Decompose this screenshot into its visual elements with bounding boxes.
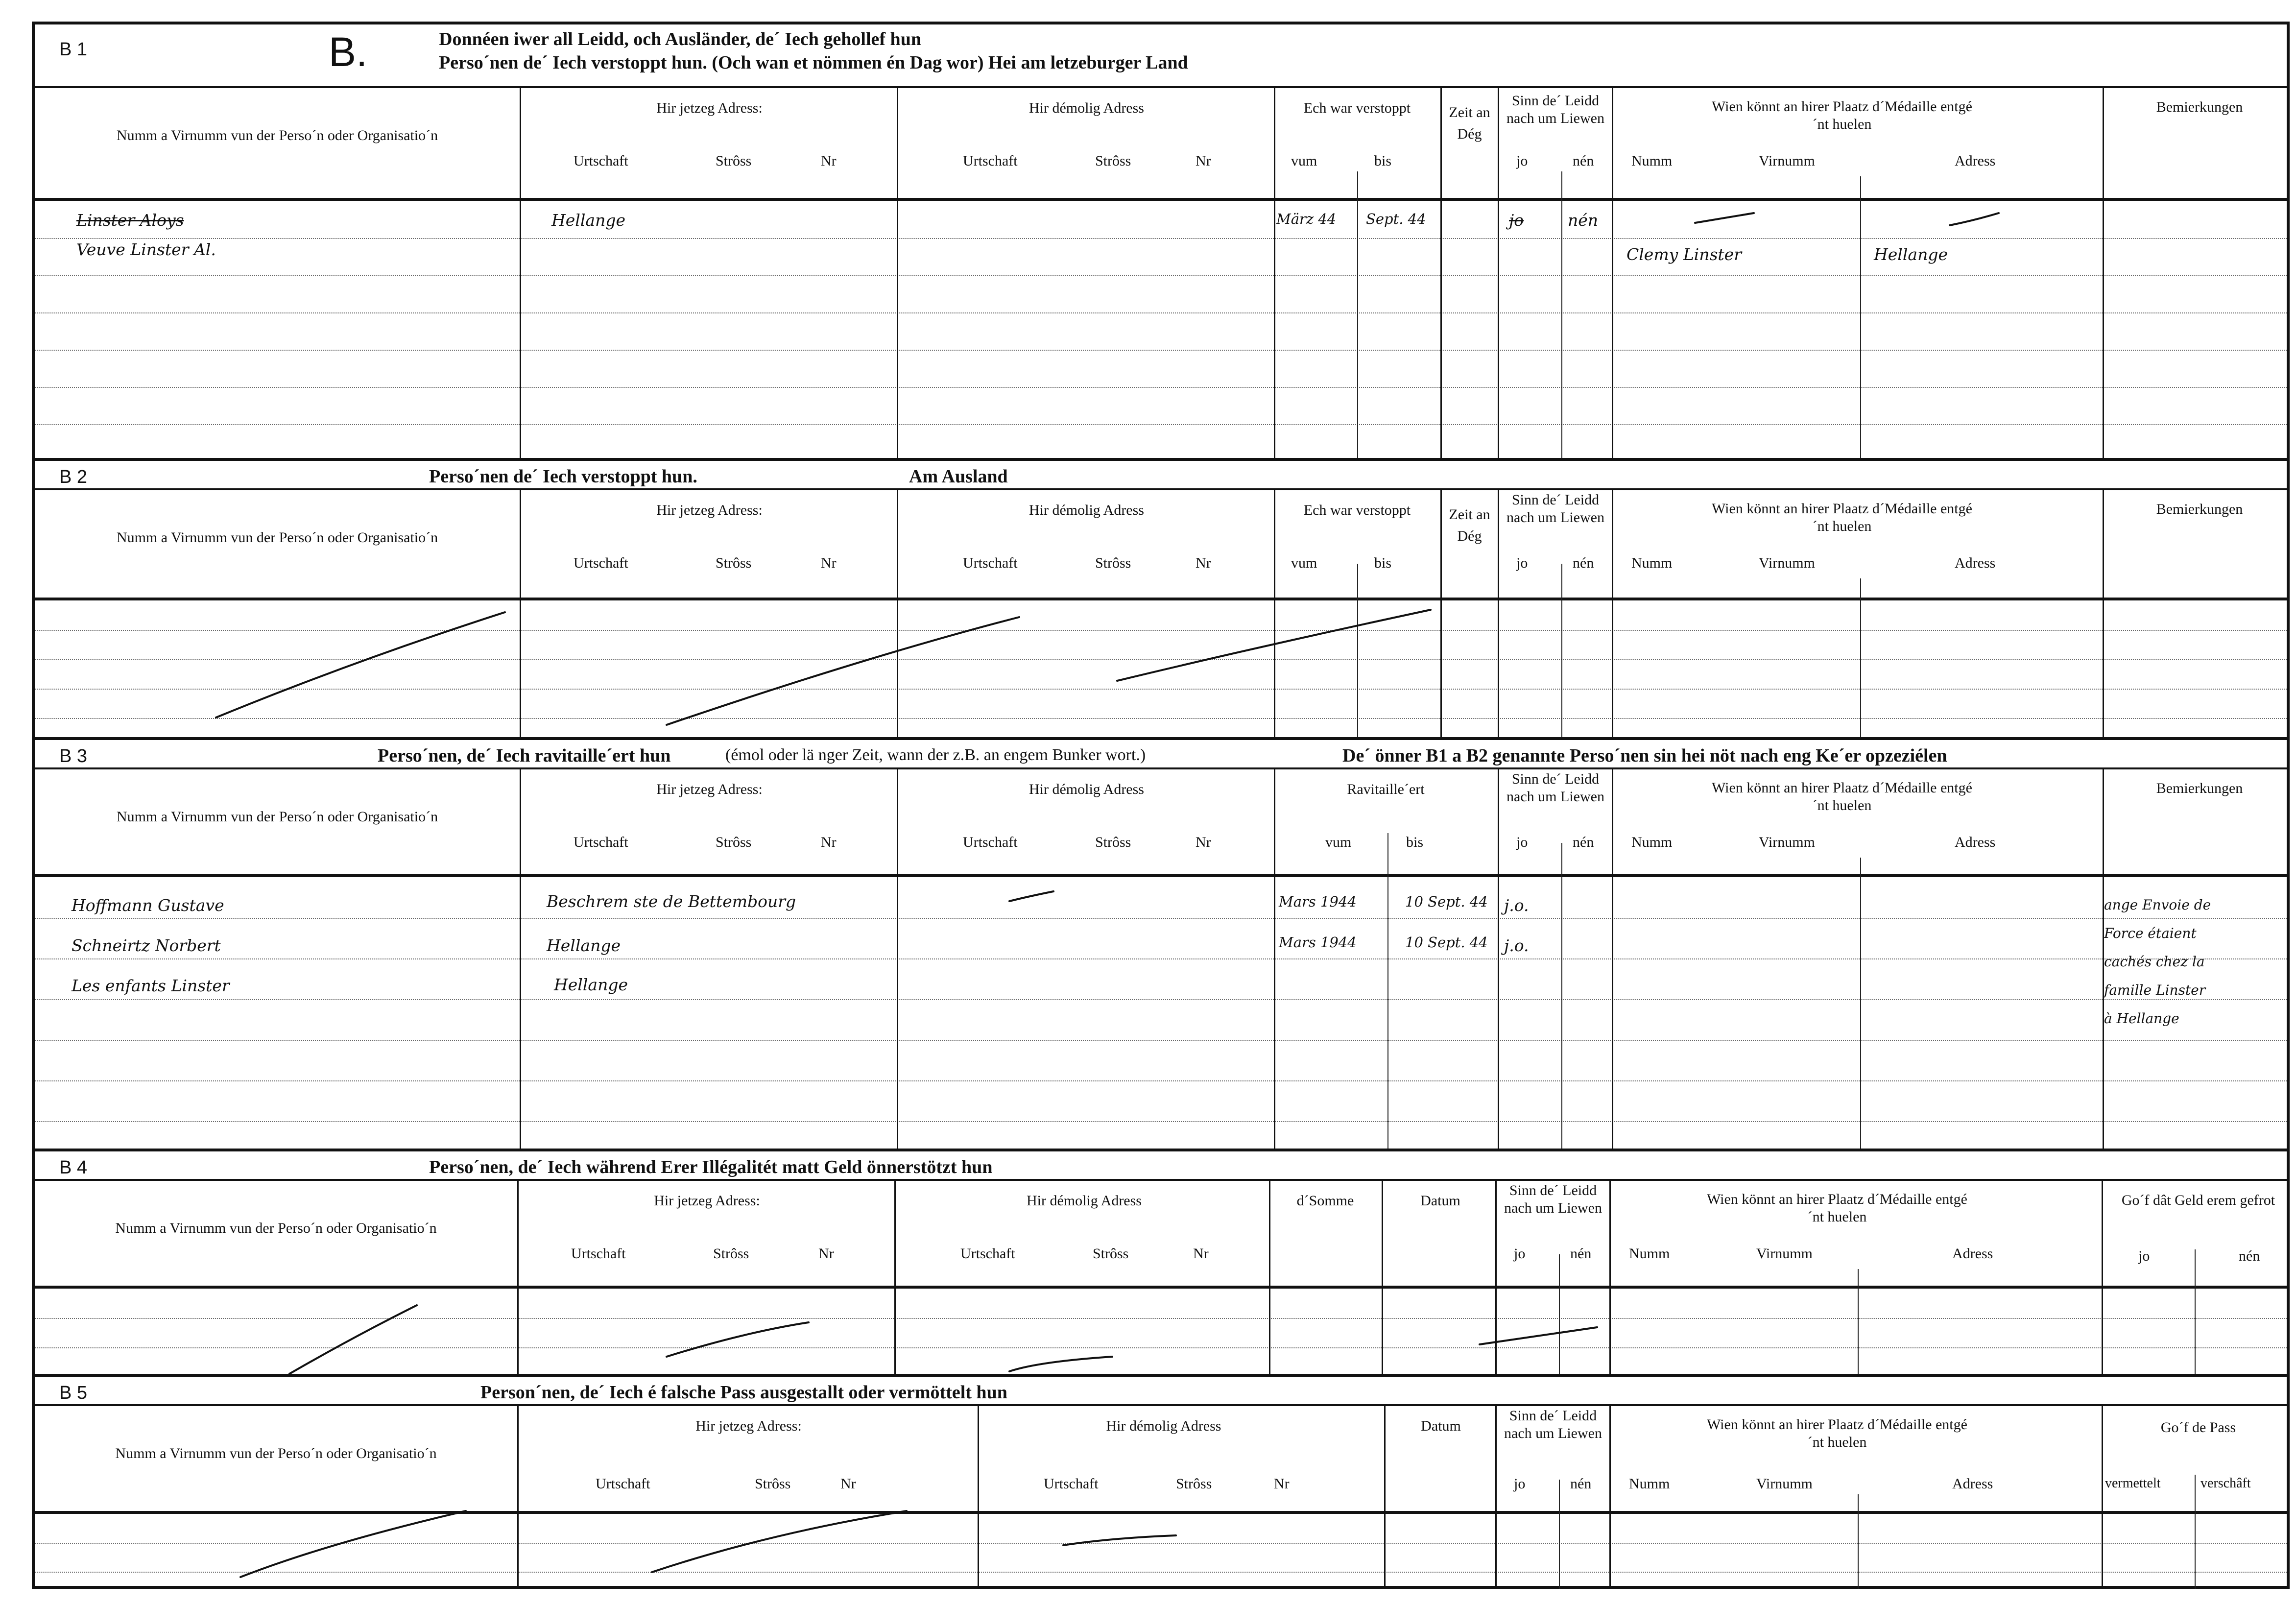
entry-yes: j.o. bbox=[1504, 936, 1529, 955]
entry-name-struck: Linster Aloys bbox=[76, 211, 184, 230]
entry-address: Hellange bbox=[554, 975, 628, 994]
remark-line: ange Envoie de bbox=[2104, 897, 2211, 913]
col-remarks: Bemierkungen bbox=[2156, 99, 2243, 115]
col-address: Adress bbox=[1955, 834, 1996, 850]
cross-out-line bbox=[240, 1511, 466, 1577]
col-no: nén bbox=[2239, 1248, 2260, 1264]
col-medal: Wien könnt an hirer Plaatz d´Médaille entgé´nt huelen bbox=[1712, 780, 1972, 814]
col-supplied: Ravitaille´ert bbox=[1347, 781, 1425, 797]
cross-out-line bbox=[216, 612, 505, 718]
col-yes: jo bbox=[1516, 834, 1528, 850]
col-address: Adress bbox=[1952, 1245, 1993, 1262]
col-town: Urtschaft bbox=[963, 153, 1018, 169]
entry-from: März 44 bbox=[1276, 211, 1337, 227]
col-current-address: Hir jetzeg Adress: bbox=[656, 100, 763, 116]
col-street: Strôss bbox=[1095, 834, 1131, 850]
col-from: vum bbox=[1325, 834, 1352, 850]
entry-yes: j.o. bbox=[1504, 896, 1529, 915]
col-alive: Sinn de´ Leidd nach um Liewen bbox=[1504, 1182, 1602, 1216]
entry-to: 10 Sept. 44 bbox=[1405, 893, 1488, 910]
col-number: Nr bbox=[818, 1245, 834, 1262]
col-number: Nr bbox=[821, 555, 837, 571]
section-code: B 2 bbox=[59, 467, 88, 487]
col-number: Nr bbox=[1196, 555, 1211, 571]
section-title: Person´nen, de´ Iech é falsche Pass ausgestallt oder vermöttelt hun bbox=[480, 1382, 1007, 1403]
entry-yes: jo bbox=[1509, 211, 1524, 230]
section-letter: B. bbox=[329, 29, 368, 75]
entry-name: Les enfants Linster bbox=[72, 976, 230, 995]
col-surname: Numm bbox=[1631, 153, 1673, 169]
entry-name: Hoffmann Gustave bbox=[72, 896, 224, 915]
col-firstname: Virnumm bbox=[1756, 1245, 1813, 1262]
section-title-right: Am Ausland bbox=[909, 466, 1008, 487]
col-town: Urtschaft bbox=[596, 1476, 650, 1492]
entry-from: Mars 1944 bbox=[1279, 934, 1357, 951]
col-to: bis bbox=[1406, 834, 1424, 850]
col-former-address: Hir démolig Adress bbox=[1029, 502, 1144, 518]
col-alive: Sinn de´ Leidd nach um Liewen bbox=[1504, 1408, 1602, 1441]
col-made: verschâft bbox=[2200, 1476, 2251, 1491]
entry-address: Hellange bbox=[547, 936, 621, 955]
medal-recipient-address: Hellange bbox=[1874, 245, 1948, 264]
entry-name: Schneirtz Norbert bbox=[72, 936, 221, 955]
col-number: Nr bbox=[1196, 153, 1211, 169]
col-town: Urtschaft bbox=[574, 555, 628, 571]
col-time: Zeit an Dég bbox=[1449, 506, 1490, 544]
section-title: Perso´nen de´ Iech verstoppt hun. bbox=[429, 466, 697, 487]
col-street: Strôss bbox=[716, 555, 752, 571]
section-code: B 4 bbox=[59, 1157, 88, 1178]
col-surname: Numm bbox=[1629, 1245, 1670, 1262]
col-from: vum bbox=[1291, 555, 1317, 571]
col-current-address: Hir jetzeg Adress: bbox=[695, 1418, 802, 1434]
entry-from: Mars 1944 bbox=[1279, 893, 1357, 910]
col-street: Strôss bbox=[755, 1476, 791, 1492]
col-no: nén bbox=[1570, 1476, 1592, 1492]
col-street: Strôss bbox=[1095, 555, 1131, 571]
col-hidden: Ech war verstoppt bbox=[1303, 502, 1411, 518]
col-address: Adress bbox=[1955, 555, 1996, 571]
section-title: Perso´nen, de´ Iech während Erer Illégalitét matt Geld önnerstötzt hun bbox=[429, 1157, 993, 1177]
col-remarks: Bemierkungen bbox=[2156, 780, 2243, 796]
section-title-note: (émol oder lä nger Zeit, wann der z.B. an engem Bunker wort.) bbox=[725, 746, 1146, 764]
col-street: Strôss bbox=[1176, 1476, 1212, 1492]
col-time: Zeit an Dég bbox=[1449, 104, 1490, 142]
cross-out-line bbox=[652, 1511, 907, 1572]
col-current-address: Hir jetzeg Adress: bbox=[654, 1193, 760, 1209]
col-medal: Wien könnt an hirer Plaatz d´Médaille entgé´nt huelen bbox=[1707, 1191, 1967, 1225]
section-title: Perso´nen, de´ Iech ravitaille´ert hun bbox=[378, 745, 671, 766]
cross-out-line bbox=[667, 617, 1019, 725]
col-money-back: Go´f dât Geld erem gefrot bbox=[2121, 1192, 2275, 1208]
col-yes: jo bbox=[1516, 555, 1528, 571]
col-alive: Sinn de´ Leidd nach um Liewen bbox=[1507, 93, 1604, 126]
handwritten-strokes bbox=[35, 24, 2293, 1592]
col-pass-given: Go´f de Pass bbox=[2160, 1419, 2236, 1436]
cross-out-line bbox=[667, 1322, 809, 1357]
registration-form-page-b bbox=[32, 22, 2290, 1589]
entry-name: Veuve Linster Al. bbox=[76, 240, 216, 259]
col-number: Nr bbox=[821, 834, 837, 850]
col-yes: jo bbox=[2138, 1248, 2150, 1264]
dash-mark bbox=[1695, 213, 1754, 223]
col-date: Datum bbox=[1420, 1193, 1460, 1209]
col-town: Urtschaft bbox=[571, 1245, 626, 1262]
col-firstname: Virnumm bbox=[1756, 1476, 1813, 1492]
col-name: Numm a Virnumm vun der Perso´n oder Organisatio´n bbox=[116, 809, 438, 825]
col-name: Numm a Virnumm vun der Perso´n oder Organisatio´n bbox=[115, 1445, 437, 1461]
col-address: Adress bbox=[1955, 153, 1996, 169]
col-hidden: Ech war verstoppt bbox=[1303, 100, 1411, 116]
col-yes: jo bbox=[1514, 1245, 1526, 1262]
entry-to: 10 Sept. 44 bbox=[1405, 934, 1488, 951]
col-street: Strôss bbox=[716, 834, 752, 850]
col-yes: jo bbox=[1516, 153, 1528, 169]
section-code: B 5 bbox=[59, 1383, 88, 1403]
col-town: Urtschaft bbox=[1044, 1476, 1099, 1492]
col-current-address: Hir jetzeg Adress: bbox=[656, 502, 763, 518]
section-subtitle: Perso´nen de´ Iech verstoppt hun. (Och wan et nömmen én Dag wor) Hei am letzeburger Land bbox=[439, 52, 1188, 73]
col-remarks: Bemierkungen bbox=[2156, 501, 2243, 517]
col-current-address: Hir jetzeg Adress: bbox=[656, 781, 763, 797]
section-code: B 1 bbox=[59, 39, 88, 60]
col-yes: jo bbox=[1514, 1476, 1526, 1492]
remark-line: famille Linster bbox=[2104, 982, 2206, 998]
col-no: nén bbox=[1573, 153, 1594, 169]
col-number: Nr bbox=[1196, 834, 1211, 850]
col-town: Urtschaft bbox=[574, 834, 628, 850]
section-code: B 3 bbox=[59, 746, 88, 766]
remark-line: cachés chez la bbox=[2104, 954, 2205, 970]
col-former-address: Hir démolig Adress bbox=[1027, 1193, 1142, 1209]
col-street: Strôss bbox=[1093, 1245, 1129, 1262]
col-alive: Sinn de´ Leidd nach um Liewen bbox=[1507, 771, 1604, 805]
col-town: Urtschaft bbox=[960, 1245, 1015, 1262]
col-firstname: Virnumm bbox=[1759, 555, 1815, 571]
col-former-address: Hir démolig Adress bbox=[1029, 781, 1144, 797]
col-no: nén bbox=[1573, 834, 1594, 850]
col-surname: Numm bbox=[1631, 555, 1673, 571]
col-number: Nr bbox=[821, 153, 837, 169]
col-street: Strôss bbox=[716, 153, 752, 169]
col-name: Numm a Virnumm vun der Perso´n oder Organisatio´n bbox=[116, 529, 438, 546]
entry-town: Hellange bbox=[551, 211, 625, 230]
col-town: Urtschaft bbox=[963, 834, 1018, 850]
entry-to: Sept. 44 bbox=[1366, 211, 1426, 227]
col-sum: d´Somme bbox=[1296, 1193, 1354, 1209]
section-title-right: De´ önner B1 a B2 genannte Perso´nen sin hei nöt nach eng Ke´er opzeziélen bbox=[1342, 745, 1947, 766]
col-medal: Wien könnt an hirer Plaatz d´Médaille entgé´nt huelen bbox=[1712, 501, 1972, 534]
cross-out-line bbox=[1009, 1357, 1112, 1371]
col-medal: Wien könnt an hirer Plaatz d´Médaille entgé´nt huelen bbox=[1712, 98, 1972, 132]
col-former-address: Hir démolig Adress bbox=[1029, 100, 1144, 116]
remark-line: à Hellange bbox=[2104, 1010, 2179, 1027]
dash-mark bbox=[1009, 891, 1053, 901]
col-former-address: Hir démolig Adress bbox=[1106, 1418, 1221, 1434]
col-street: Strôss bbox=[713, 1245, 749, 1262]
col-name: Numm a Virnumm vun der Perso´n oder Organisatio´n bbox=[115, 1220, 437, 1236]
remark-line: Force étaient bbox=[2104, 925, 2197, 941]
col-number: Nr bbox=[1274, 1476, 1290, 1492]
col-town: Urtschaft bbox=[574, 153, 628, 169]
col-firstname: Virnumm bbox=[1759, 834, 1815, 850]
col-from: vum bbox=[1291, 153, 1317, 169]
col-street: Strôss bbox=[1095, 153, 1131, 169]
dash-mark bbox=[1950, 213, 1999, 225]
col-surname: Numm bbox=[1631, 834, 1673, 850]
col-firstname: Virnumm bbox=[1759, 153, 1815, 169]
cross-out-line bbox=[1480, 1327, 1597, 1344]
col-number: Nr bbox=[1193, 1245, 1209, 1262]
cross-out-line bbox=[1063, 1535, 1176, 1545]
section-title: Donnéen iwer all Leidd, och Ausländer, de´ Iech gehollef hun bbox=[439, 29, 921, 49]
col-date: Datum bbox=[1421, 1418, 1461, 1434]
col-alive: Sinn de´ Leidd nach um Liewen bbox=[1507, 492, 1604, 526]
col-medal: Wien könnt an hirer Plaatz d´Médaille entgé´nt huelen bbox=[1707, 1416, 1967, 1450]
entry-no: nén bbox=[1568, 211, 1599, 230]
col-number: Nr bbox=[840, 1476, 856, 1492]
col-arranged: vermettelt bbox=[2105, 1476, 2161, 1491]
medal-recipient-name: Clemy Linster bbox=[1626, 245, 1742, 264]
col-to: bis bbox=[1374, 153, 1392, 169]
col-no: nén bbox=[1573, 555, 1594, 571]
col-to: bis bbox=[1374, 555, 1392, 571]
entry-address: Beschrem ste de Bettembourg bbox=[547, 892, 796, 911]
cross-out-line bbox=[289, 1305, 417, 1374]
cross-out-line bbox=[1117, 610, 1431, 681]
col-address: Adress bbox=[1952, 1476, 1993, 1492]
col-town: Urtschaft bbox=[963, 555, 1018, 571]
col-no: nén bbox=[1570, 1245, 1592, 1262]
col-name: Numm a Virnumm vun der Perso´n oder Organisatio´n bbox=[116, 127, 438, 144]
col-surname: Numm bbox=[1629, 1476, 1670, 1492]
